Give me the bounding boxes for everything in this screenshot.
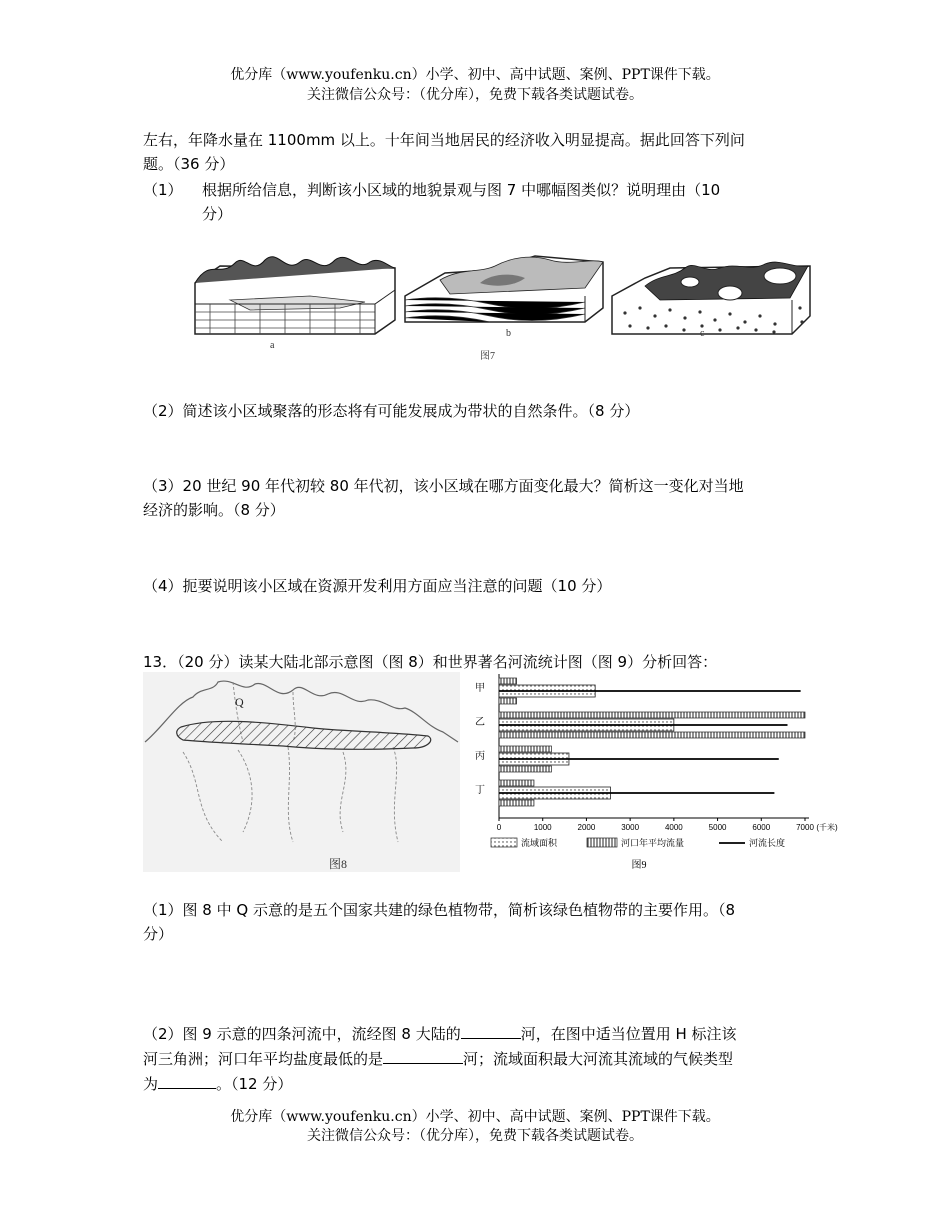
s2-text-b: 河，在图中适当位置用 H 标注该	[520, 1025, 737, 1043]
q4-text: （4）扼要说明该小区域在资源开发利用方面应当注意的问题（10 分）	[143, 577, 612, 595]
answer-blank-climate[interactable]	[158, 1072, 216, 1089]
x-tick-label-7: 7000	[796, 823, 814, 832]
q1-line-2: 分）	[202, 205, 233, 223]
s2-text-d: 河；流域面积最大河流其流域的气候类型	[463, 1050, 734, 1068]
fig7-label-a: a	[270, 340, 275, 351]
figure-7	[190, 238, 820, 366]
s2-text-a: （2）图 9 示意的四条河流中，流经图 8 大陆的	[143, 1025, 461, 1043]
answer-blank-river-1[interactable]	[461, 1022, 521, 1039]
x-tick-label-6: 6000	[752, 823, 771, 832]
header-line-1: 优分库（www.youfenku.cn）小学、初中、高中试题、案例、PPT课件下载。	[230, 67, 720, 83]
footer-line-1: 优分库（www.youfenku.cn）小学、初中、高中试题、案例、PPT课件下载。	[230, 1109, 720, 1125]
s2-text-c: 河三角洲；河口年平均盐度最低的是	[143, 1050, 384, 1068]
q3-line-1: （3）20 世纪 90 年代初较 80 年代初，该小区域在哪方面变化最大？简析这一变化对当地	[143, 477, 744, 495]
bar-flow-lower-4	[499, 800, 534, 806]
x-tick-label-5: 5000	[708, 823, 727, 832]
block-diagram-b	[405, 256, 603, 339]
fig9-caption: 图9	[631, 860, 647, 871]
fig7-caption: 图7	[480, 351, 495, 362]
q2-text: （2）简述该小区域聚落的形态将有可能发展成为带状的自然条件。（8 分）	[143, 402, 640, 420]
block-diagram-c	[612, 262, 810, 339]
s2-line-3	[143, 1072, 808, 1097]
q1-line-1: 根据所给信息，判断该小区域的地貌景观与图 7 中哪幅图类似？说明理由（10	[202, 181, 721, 199]
bar-flow-lower-2	[499, 732, 805, 738]
s1-line-2: 分）	[143, 925, 174, 943]
x-tick-label-0: 0	[496, 823, 502, 832]
intro-line-2: 题。（36 分）	[143, 155, 235, 173]
s2-line-1	[143, 1022, 808, 1047]
legend-label-flow: 河口年平均流量	[621, 838, 685, 848]
legend-label-length: 河流长度	[749, 838, 786, 848]
legend-swatch-area	[491, 838, 517, 847]
bar-flow-lower-3	[499, 766, 551, 772]
x-tick-label-2: 2000	[577, 823, 596, 832]
category-label-3: 丙	[475, 751, 485, 762]
x-tick-label-3: 3000	[621, 823, 640, 832]
category-label-1: 甲	[475, 683, 485, 694]
figure-9-chart	[473, 672, 838, 872]
fig7-label-c: c	[700, 328, 705, 339]
fig7-label-b: b	[506, 328, 511, 339]
q3-line-2: 经济的影响。（8 分）	[143, 501, 285, 519]
bar-flow-3	[499, 746, 551, 752]
intro-line-1: 左右，年降水量在 1100mm 以上。十年间当地居民的经济收入明显提高。据此回答下列问	[143, 131, 745, 149]
answer-blank-river-2[interactable]	[383, 1047, 463, 1064]
bar-flow-4	[499, 780, 534, 786]
footer-line-2: 关注微信公众号：（优分库），免费下载各类试题试卷。	[307, 1128, 643, 1144]
category-label-4: 丁	[475, 785, 485, 796]
figure-8-map	[143, 672, 460, 872]
bar-flow-lower-1	[499, 698, 516, 704]
s2-text-e: 为	[143, 1075, 159, 1093]
legend-label-area: 流域面积	[521, 838, 558, 848]
fig8-marker-q: Q	[235, 695, 244, 709]
bar-flow-1	[499, 678, 516, 684]
category-label-2: 乙	[475, 717, 485, 728]
fig8-caption: 图8	[329, 857, 348, 871]
q13-text: 13．（20 分）读某大陆北部示意图（图 8）和世界著名河流统计图（图 9）分析回答：	[143, 653, 718, 671]
header-line-2: 关注微信公众号：（优分库），免费下载各类试题试卷。	[307, 87, 643, 103]
s1-line-1: （1）图 8 中 Q 示意的是五个国家共建的绿色植物带，简析该绿色植物带的主要作用。（8	[143, 901, 736, 919]
x-unit-label: (千米)	[816, 823, 838, 832]
x-tick-label-4: 4000	[664, 823, 683, 832]
x-tick-label-1: 1000	[533, 823, 552, 832]
block-diagram-a	[195, 257, 395, 351]
q1-number: （1）	[143, 181, 183, 199]
s2-text-f: 。（12 分）	[216, 1075, 293, 1093]
s2-line-2	[143, 1047, 808, 1072]
bar-flow-2	[499, 712, 805, 718]
legend-swatch-flow	[587, 838, 617, 847]
